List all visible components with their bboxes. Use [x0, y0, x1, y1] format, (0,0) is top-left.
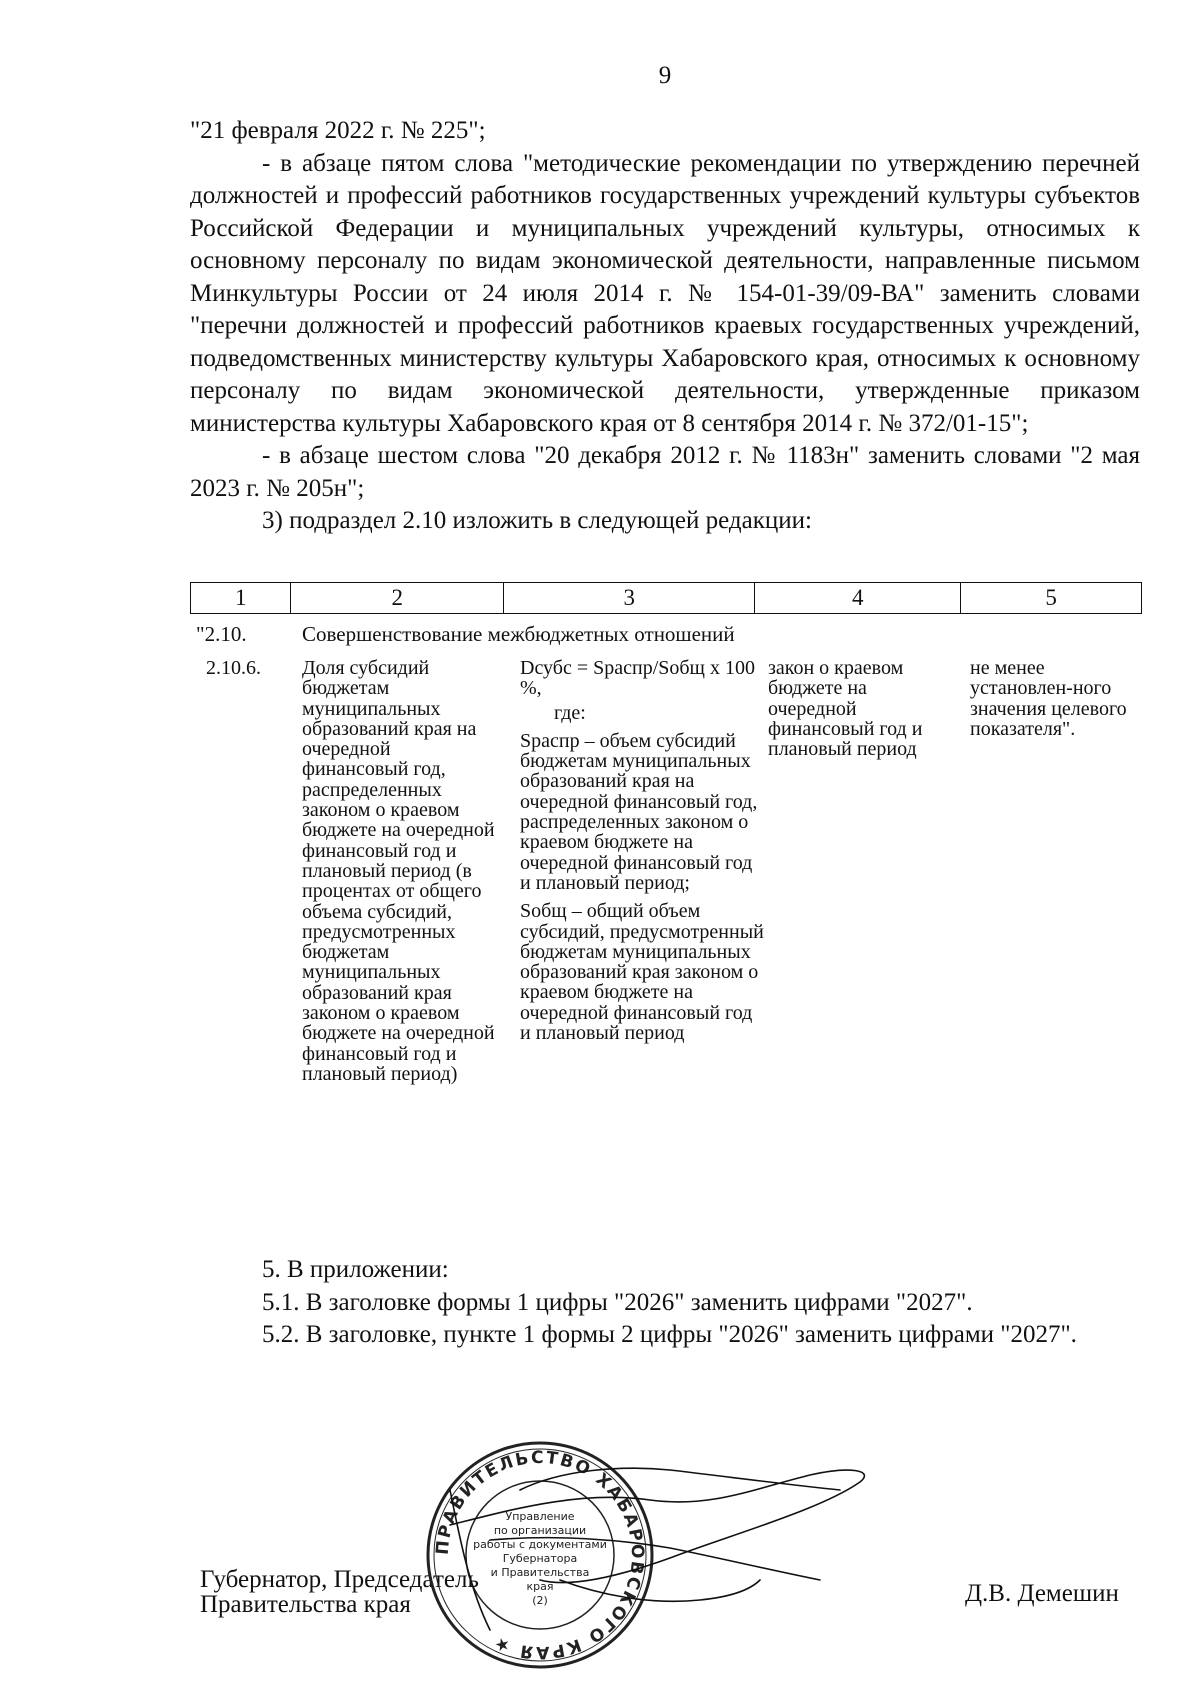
table-header-cell: 5 [1045, 585, 1057, 610]
main-text [190, 115, 1140, 538]
appendix-line: 5.2. В заголовке, пункте 1 формы 2 цифры "2026" заменить цифрами "2027". [262, 1321, 1077, 1348]
appendix-line: 5.1. В заголовке формы 1 цифры "2026" заменить цифрами "2027". [262, 1288, 973, 1316]
svg-text:Управление: Управление [505, 1510, 575, 1523]
position-line: Правительства края [200, 1591, 411, 1618]
page-number: 9 [658, 62, 672, 89]
paragraph-1: "21 февраля 2022 г. № 225"; [190, 117, 486, 144]
table-header-cell: 1 [191, 583, 291, 613]
paragraph-2: - в абзаце пятом слова "методические рекомендации по утверждению перечней должностей и профессий работников государственных учреждений культуры субъектов Российской Федерации и муниципальных учреждений культуры, относимых к основному персоналу по видам экономической деятельности, направленные письмом Минкультуры России от 24 июля 2014 г. № 154-01-39/09-ВА" заменить словами "перечни должностей и профессий работников краевых государственных учреждений, подведомственных министерству культуры Хабаровского края, относимых к основному персоналу по видам экономической деятельности, утвержденные приказом министерства культуры Хабаровского края от 8 сентября 2014 г. № 372/01-15"; [190, 149, 1140, 437]
svg-text:ПРАВИТЕЛЬСТВО ХАБАРОВСКОГО КРА: ПРАВИТЕЛЬСТВО ХАБАРОВСКОГО КРАЯ ★ [432, 1447, 648, 1663]
svg-text:Губернатора: Губернатора [502, 1552, 578, 1565]
indicator-cell: Доля субсидий бюджетам муниципальных образований края на очередной финансовый год, распределенных законом о краевом бюджете на очередной финансовый год и плановый период (в процентах от общего объема субсидий, предусмотренных бюджетам муниципальных образований края законом о краевом бюджете на очередной финансовый год и плановый период) [302, 657, 495, 1085]
svg-text:края: края [526, 1580, 554, 1593]
source-cell: закон о краевом бюджете на очередной финансовый год и плановый период [768, 657, 923, 761]
appendix-line: 5. В приложении: [262, 1256, 449, 1283]
paragraph-4: 3) подраздел 2.10 изложить в следующей редакции: [262, 507, 812, 534]
formula: Dсубс = Sраспр/Sобщ х 100 %, [520, 657, 755, 700]
formula-where: где: [554, 701, 586, 724]
signatory-name: Д.В. Демешин [965, 1580, 1119, 1607]
formula-cell [520, 658, 765, 1043]
table-header-cell: 4 [755, 583, 961, 613]
paragraph-3: - в абзаце шестом слова "20 декабря 2012 г. № 1183н" заменить словами "2 мая 2023 г. № 205н"; [190, 442, 1140, 502]
table-header-cell: 3 [504, 583, 755, 613]
svg-text:и Правительства: и Правительства [490, 1566, 590, 1579]
section-number: "2.10. [196, 622, 247, 646]
table-header [190, 582, 1142, 614]
table-header-cell: 2 [291, 583, 504, 613]
position-line: Губернатор, Председатель [200, 1566, 479, 1593]
section-title: Совершенствование межбюджетных отношений [302, 622, 735, 646]
svg-text:(2): (2) [532, 1594, 548, 1607]
appendix-text [190, 1254, 1140, 1352]
svg-text:работы с документами: работы с документами [473, 1538, 607, 1551]
formula-definition: Sраспр – объем субсидий бюджетам муниципальных образований края на очередной финансовый год, распределенных законом о краевом бюджете на очередной финансовый год и плановый период; [520, 729, 758, 894]
handwritten-signature [370, 1430, 890, 1680]
row-number: 2.10.6. [206, 657, 261, 679]
svg-text:по организации: по организации [493, 1524, 587, 1537]
target-cell: не менее установлен-ного значения целевого показателя". [970, 657, 1127, 740]
formula-definition: Sобщ – общий объем субсидий, предусмотренный бюджетам муниципальных образований края законом о краевом бюджете на очередной финансовый год и плановый период [520, 900, 764, 1045]
